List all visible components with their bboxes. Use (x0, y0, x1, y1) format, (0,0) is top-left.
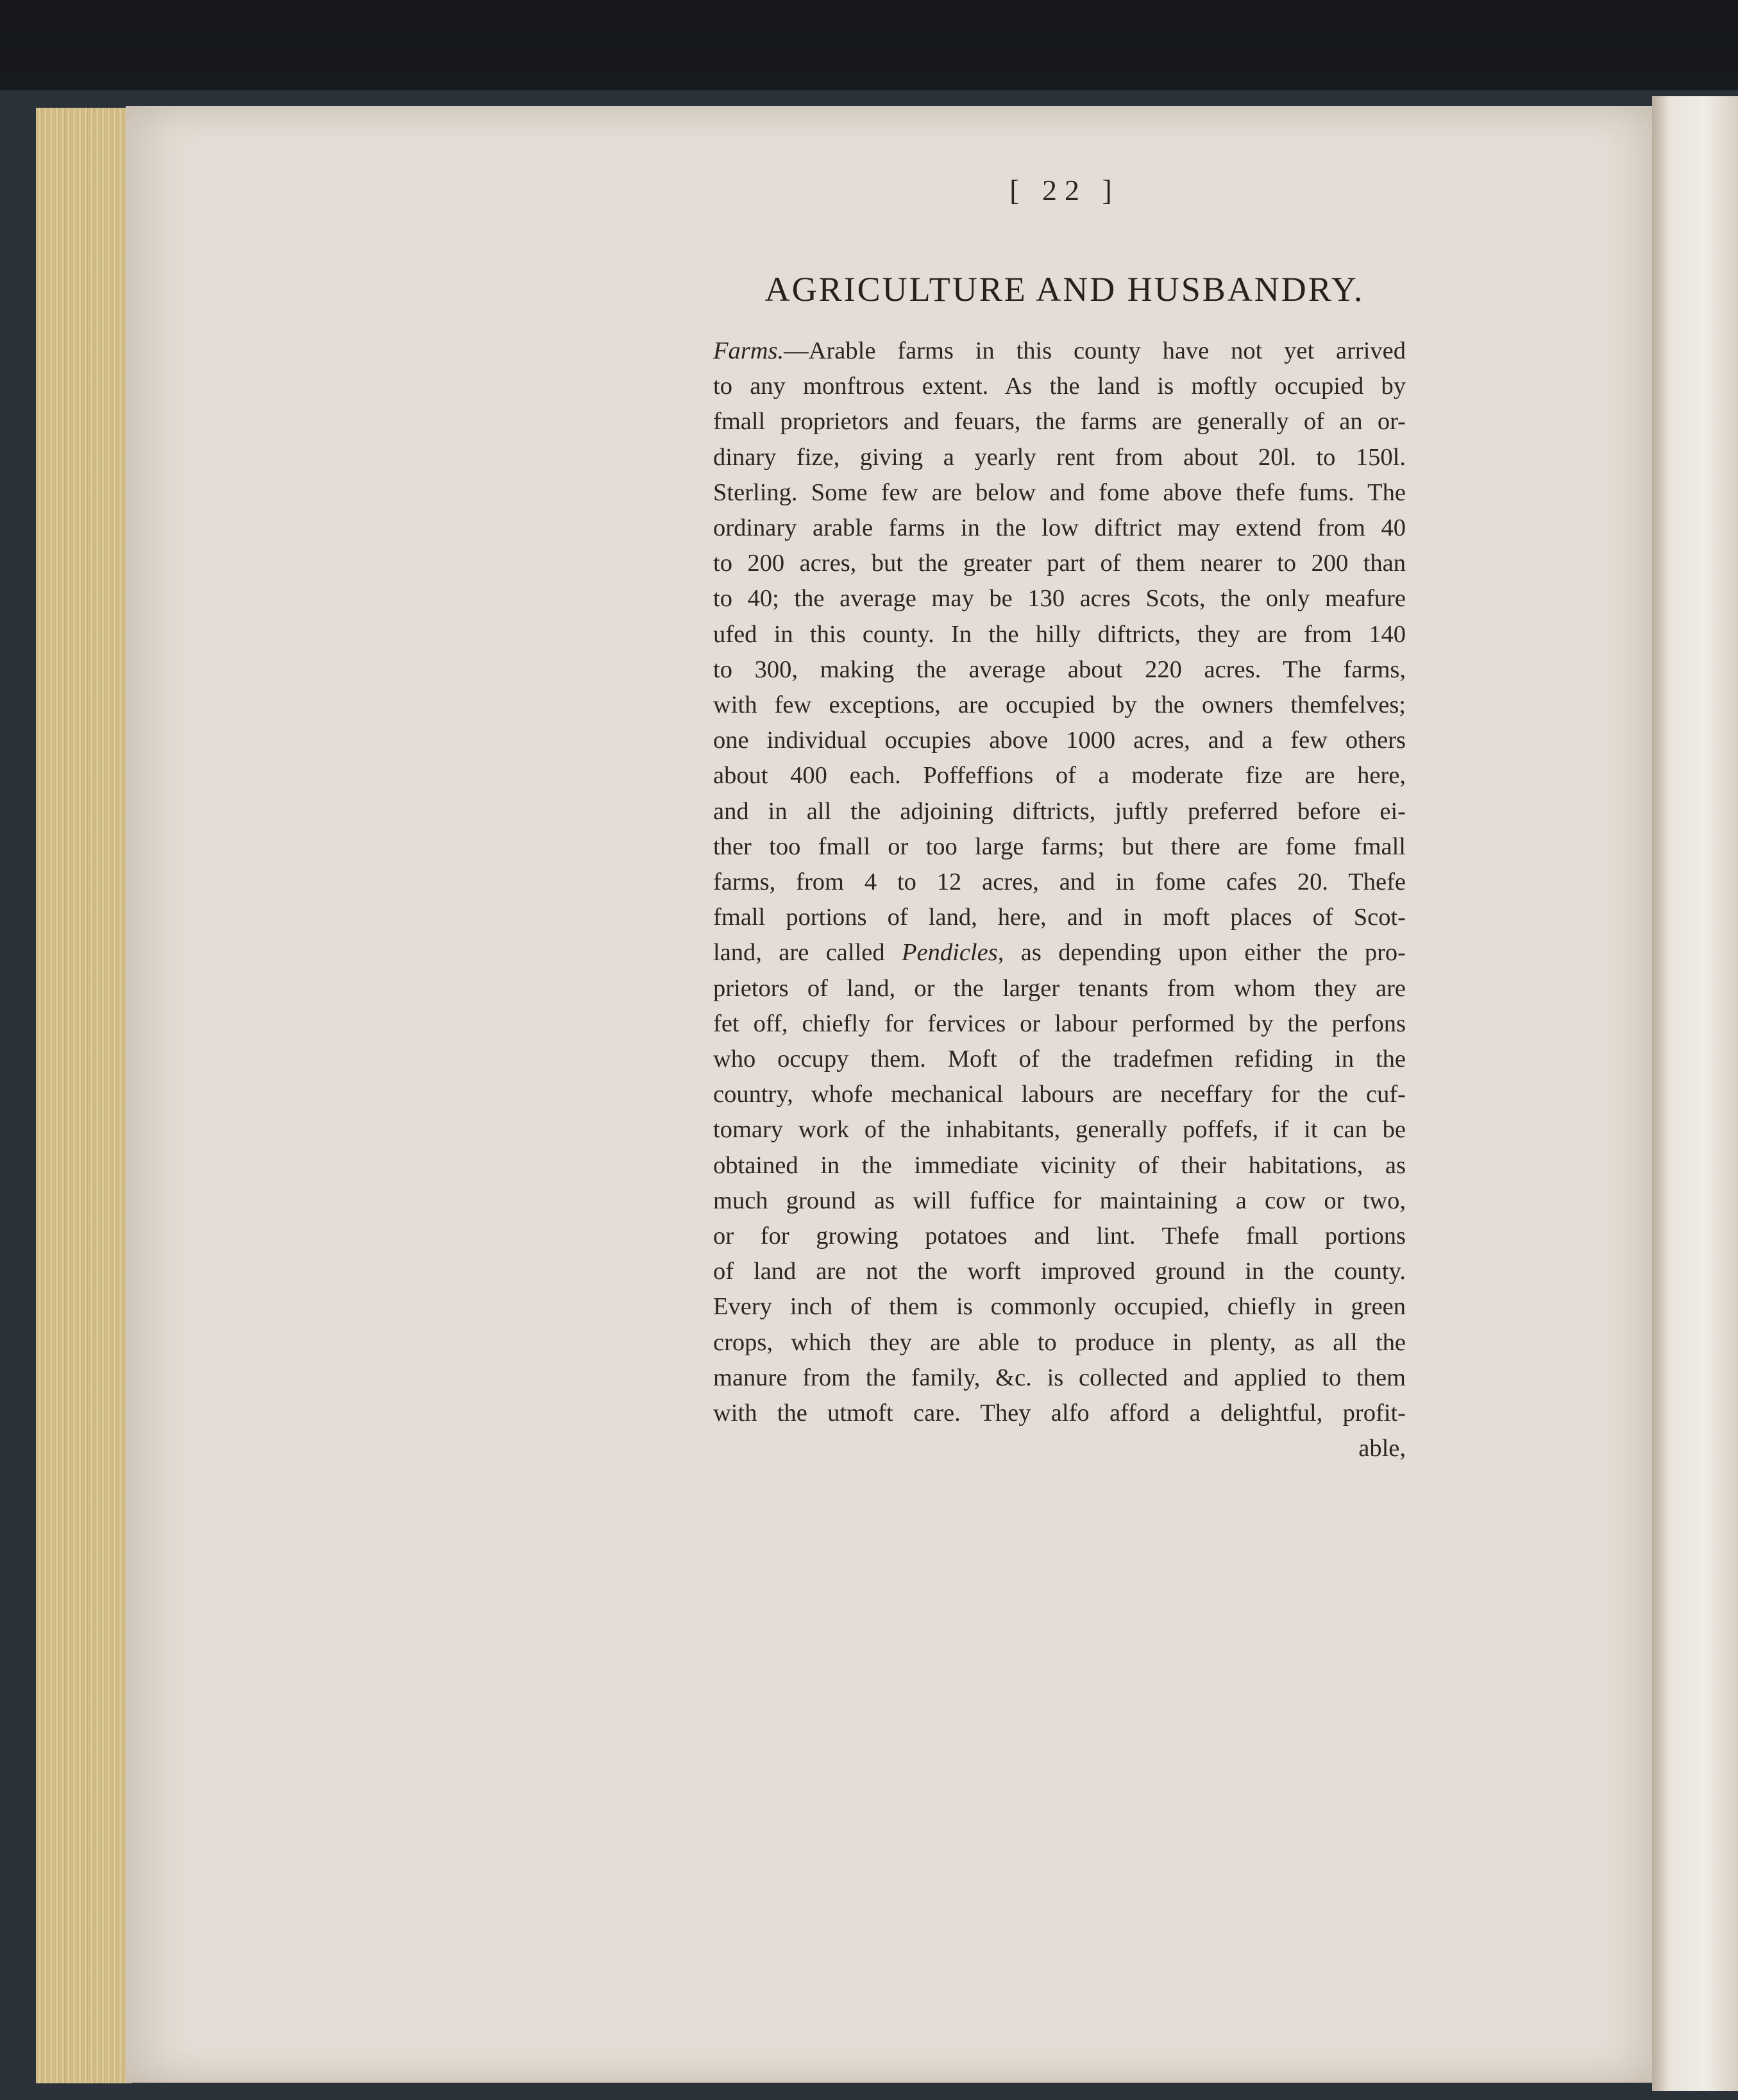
page-edges-left (36, 108, 132, 2083)
text-line-27: of land are not the worft improved ground in the county. (713, 1258, 1406, 1285)
text-line-29: crops, which they are able to produce in plenty, as all the (713, 1328, 1406, 1356)
text-line-17: fmall portions of land, here, and in moft places of Scot- (713, 904, 1406, 931)
body-text (713, 334, 1406, 1467)
text-line-2: to any monftrous extent. As the land is moftly occupied by (713, 373, 1406, 400)
text-line-16: farms, from 4 to 12 acres, and in fome cafes 20. Thefe (713, 868, 1406, 896)
pendicles-term: Pendicles, (902, 939, 1004, 967)
text-line-31: with the utmoft care. They alfo afford a delightful, profit- (713, 1400, 1406, 1427)
line-1-rest: —Arable farms in this county have not yet arrived (784, 337, 1406, 364)
text-line-25: much ground as will fuffice for maintaining a cow or two, (713, 1187, 1406, 1214)
text-line-21: who occupy them. Moft of the tradefmen refiding in the (713, 1046, 1406, 1073)
text-line-12: one individual occupies above 1000 acres, and a few others (713, 727, 1406, 754)
section-heading: AGRICULTURE AND HUSBANDRY. (764, 270, 1365, 309)
text-line-15: ther too fmall or too large farms; but there are fome fmall (713, 833, 1406, 860)
text-line-3: fmall proprietors and feuars, the farms are generally of an or- (713, 408, 1406, 436)
text-line-4: dinary fize, giving a yearly rent from about 20l. to 150l. (713, 443, 1406, 471)
text-line-14: and in all the adjoining diftricts, juftly preferred before ei- (713, 797, 1406, 825)
text-line-18 (713, 935, 1406, 970)
text-line-5: Sterling. Some few are below and fome above thefe fums. The (713, 478, 1406, 506)
line-18-rest: as depending upon either the pro- (1004, 939, 1406, 967)
text-line-8: to 40; the average may be 130 acres Scots, the only meafure (713, 585, 1406, 613)
text-line-11: with few exceptions, are occupied by the owners themfelves; (713, 691, 1406, 719)
line-18-start: land, are called (713, 939, 902, 967)
text-line-26: or for growing potatoes and lint. Thefe fmall portions (713, 1223, 1406, 1250)
text-line-10: to 300, making the average about 220 acres. The farms, (713, 656, 1406, 683)
text-line-6: ordinary arable farms in the low diftrict may extend from 40 (713, 514, 1406, 542)
text-line-1 (713, 334, 1406, 369)
text-line-20: fet off, chiefly for fervices or labour performed by the perfons (713, 1010, 1406, 1037)
text-line-22: country, whofe mechanical labours are neceffary for the cuf- (713, 1081, 1406, 1108)
text-line-9: ufed in this county. In the hilly diftricts, they are from 140 (713, 620, 1406, 648)
catchword: able, (1358, 1435, 1406, 1462)
farms-lead: Farms. (713, 337, 784, 364)
text-line-13: about 400 each. Poffeffions of a moderate fize are here, (713, 762, 1406, 790)
text-line-24: obtained in the immediate vicinity of their habitations, as (713, 1151, 1406, 1179)
page-number: [ 22 ] (1009, 174, 1120, 207)
text-line-28: Every inch of them is commonly occupied, chiefly in green (713, 1293, 1406, 1321)
text-line-19: prietors of land, or the larger tenants from whom they are (713, 974, 1406, 1002)
text-line-23: tomary work of the inhabitants, generally poffefs, if it can be (713, 1116, 1406, 1144)
text-line-30: manure from the family, &c. is collected and applied to them (713, 1364, 1406, 1391)
text-line-7: to 200 acres, but the greater part of them nearer to 200 than (713, 550, 1406, 577)
facing-page-edge (1652, 96, 1738, 2091)
